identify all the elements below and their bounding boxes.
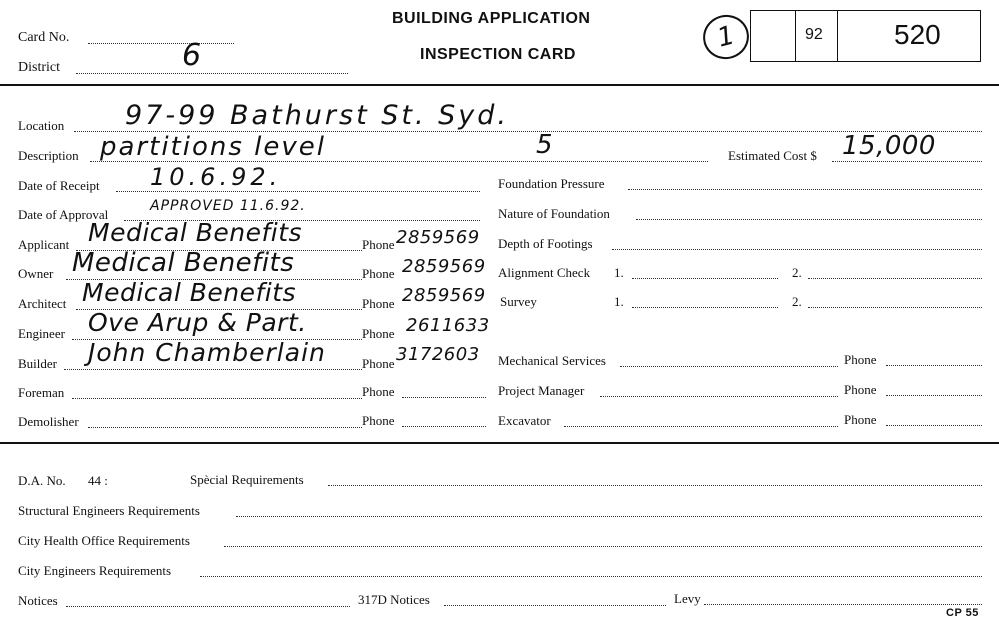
nature-of-foundation-line (636, 219, 982, 220)
alignment-check-line-1 (632, 278, 778, 279)
date-of-approval-value: APPROVED 11.6.92. (150, 198, 306, 214)
mechanical-services-phone-label: Phone (844, 352, 877, 367)
estimated-cost-line (832, 161, 982, 162)
alignment-check-1: 1. (614, 265, 624, 280)
notices-label: Notices (18, 593, 58, 608)
description-value: partitions level (100, 132, 326, 162)
structural-engineers-label: Structural Engineers Requirements (18, 503, 200, 518)
owner-phone: 2859569 (402, 256, 486, 277)
levy-label: Levy (674, 591, 701, 606)
builder-value: John Chamberlain (88, 338, 326, 367)
box-blank (750, 10, 796, 62)
alignment-check-label: Alignment Check (498, 265, 591, 280)
special-requirements-line (328, 485, 982, 486)
district-value: 6 (182, 38, 202, 73)
foundation-pressure-line (628, 189, 982, 190)
district-line (76, 73, 348, 74)
foreman-phone-label: Phone (362, 384, 395, 399)
depth-of-footings-line (612, 249, 982, 250)
architect-label: Architect (18, 296, 67, 311)
city-engineers-line (200, 576, 982, 577)
317d-notices-label: 317D Notices (358, 592, 430, 607)
nature-of-foundation-label: Nature of Foundation (498, 206, 610, 221)
applicant-label: Applicant (18, 237, 70, 252)
demolisher-phone-line (402, 426, 486, 427)
box-number: 520 (837, 10, 981, 62)
footer-code: CP 55 (946, 607, 979, 619)
project-manager-phone-label: Phone (844, 382, 877, 397)
mechanical-services-phone-line (886, 365, 982, 366)
district-label: District (18, 60, 60, 75)
card-no-line (88, 43, 234, 44)
survey-line-2 (808, 307, 982, 308)
description-level-value: 5 (536, 130, 554, 160)
architect-value: Medical Benefits (82, 278, 297, 307)
location-value: 97-99 Bathurst St. Syd. (125, 100, 509, 131)
owner-label: Owner (18, 266, 54, 281)
special-requirements-label: Spècial Requirements (190, 472, 304, 487)
project-manager-label: Project Manager (498, 383, 585, 398)
notices-line (66, 606, 350, 607)
survey-2: 2. (792, 294, 802, 309)
title-line-2: INSPECTION CARD (420, 46, 576, 63)
description-label: Description (18, 148, 79, 163)
depth-of-footings-label: Depth of Footings (498, 236, 593, 251)
foreman-label: Foreman (18, 385, 65, 400)
levy-line (704, 604, 982, 605)
applicant-phone-label: Phone (362, 237, 395, 252)
estimated-cost-value: 15,000 (842, 131, 936, 161)
demolisher-phone-label: Phone (362, 413, 395, 428)
builder-phone-label: Phone (362, 356, 395, 371)
excavator-line (564, 426, 838, 427)
survey-line-1 (632, 307, 778, 308)
date-of-receipt-label: Date of Receipt (18, 178, 100, 193)
owner-value: Medical Benefits (72, 248, 295, 278)
project-manager-line (600, 396, 838, 397)
location-label: Location (18, 118, 65, 133)
circled-number: 1 (698, 10, 754, 64)
middle-rule (0, 442, 999, 444)
foreman-phone-line (402, 397, 486, 398)
engineer-phone: 2611633 (406, 315, 490, 336)
survey-1: 1. (614, 294, 624, 309)
date-of-receipt-value: 10.6.92. (150, 163, 282, 191)
engineer-label: Engineer (18, 326, 65, 341)
engineer-value: Ove Arup & Part. (88, 308, 307, 337)
project-manager-phone-line (886, 395, 982, 396)
date-of-approval-label: Date of Approval (18, 207, 109, 222)
alignment-check-2: 2. (792, 265, 802, 280)
date-of-receipt-line (116, 191, 480, 192)
mechanical-services-line (620, 366, 838, 367)
excavator-phone-label: Phone (844, 412, 877, 427)
engineer-phone-label: Phone (362, 326, 395, 341)
317d-notices-line (444, 605, 666, 606)
excavator-label: Excavator (498, 413, 551, 428)
foundation-pressure-label: Foundation Pressure (498, 176, 605, 191)
city-health-label: City Health Office Requirements (18, 533, 190, 548)
da-no-label: D.A. No. (18, 473, 66, 488)
card-no-label: Card No. (18, 30, 70, 45)
demolisher-label: Demolisher (18, 414, 79, 429)
structural-engineers-line (236, 516, 982, 517)
excavator-phone-line (886, 425, 982, 426)
architect-phone: 2859569 (402, 285, 486, 306)
city-engineers-label: City Engineers Requirements (18, 563, 172, 578)
title-line-1: BUILDING APPLICATION (392, 10, 591, 27)
da-no-value: 44 : (88, 473, 108, 488)
city-health-line (224, 546, 982, 547)
mechanical-services-label: Mechanical Services (498, 353, 606, 368)
applicant-value: Medical Benefits (88, 218, 303, 247)
header-rule (0, 84, 999, 86)
applicant-phone: 2859569 (396, 227, 480, 248)
builder-phone: 3172603 (396, 344, 480, 365)
builder-label: Builder (18, 356, 57, 371)
builder-line (64, 369, 362, 370)
architect-phone-label: Phone (362, 296, 395, 311)
survey-label: Survey (500, 294, 537, 309)
estimated-cost-label: Estimated Cost $ (728, 148, 817, 163)
box-year: 92 (795, 10, 838, 62)
foreman-line (72, 398, 362, 399)
alignment-check-line-2 (808, 278, 982, 279)
owner-phone-label: Phone (362, 266, 395, 281)
demolisher-line (88, 427, 362, 428)
